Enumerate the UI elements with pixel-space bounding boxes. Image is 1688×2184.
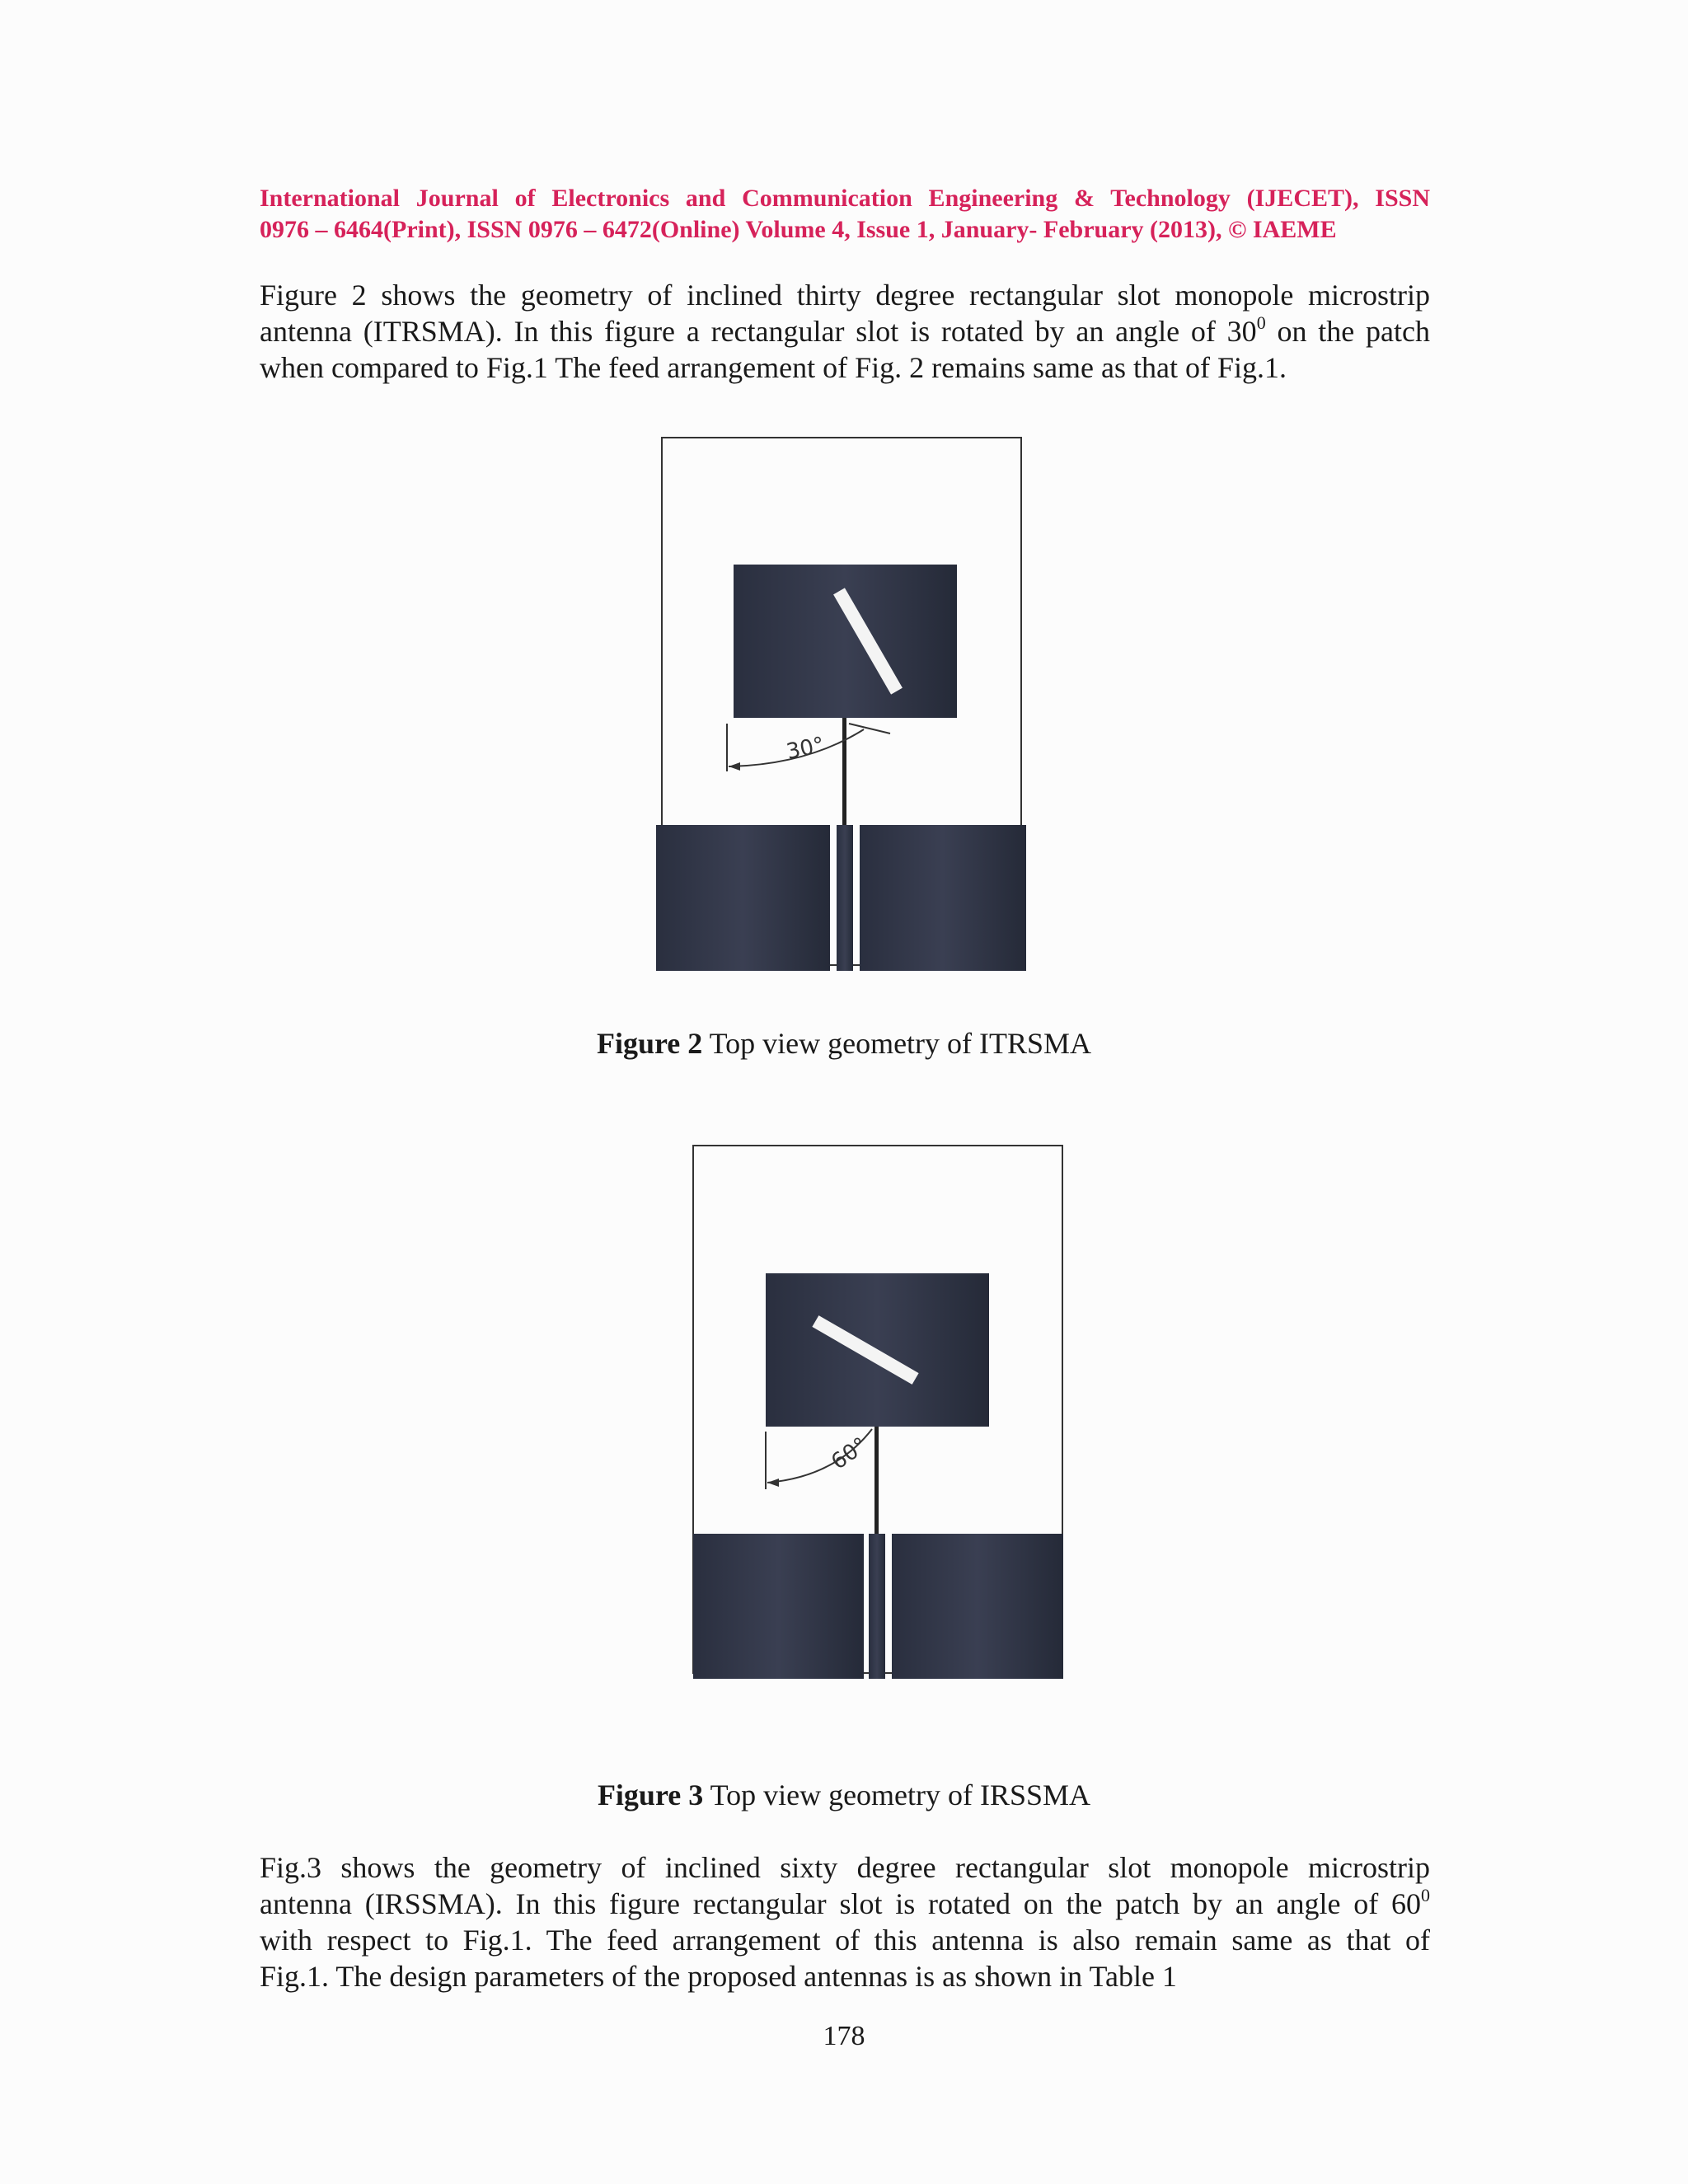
para2-line-2: antenna (IRSSMA). In this figure rectangular slot is rotated on the patch by an angle of $60^0$ xyxy=(260,1885,1430,1920)
angle-label-30: 30° xyxy=(784,732,827,765)
feed-line xyxy=(874,1427,879,1534)
figure-2-caption-text: Top view geometry of ITRSMA xyxy=(702,1027,1092,1060)
figure-3-caption xyxy=(0,1777,1688,1813)
ground-plane-right xyxy=(892,1534,1063,1679)
radiating-patch xyxy=(734,565,957,718)
paragraph-figure-2-description xyxy=(260,277,1430,386)
figure-2-antenna-diagram xyxy=(651,435,1030,971)
para1-line-3: when compared to Fig.1 The feed arrangement of Fig. 2 remains same as that of Fig.1. xyxy=(260,351,1287,384)
figure-3-caption-text: Top view geometry of IRSSMA xyxy=(703,1779,1091,1811)
para2-line-3: with respect to Fig.1. The feed arrangement of this antenna is also remain same as that of xyxy=(260,1924,1430,1957)
para2-line-4: Fig.1. The design parameters of the proposed antennas is as shown in Table 1 xyxy=(260,1960,1177,1993)
journal-header-line-2: 0976 – 6464(Print), ISSN 0976 – 6472(Online) Volume 4, Issue 1, January- February (2013), © IAEME xyxy=(260,216,1337,243)
figure-3-caption-label: Figure 3 xyxy=(597,1779,704,1811)
ground-plane-right xyxy=(860,825,1026,971)
feed-strip xyxy=(837,825,853,971)
superscript: 0 xyxy=(1421,1885,1430,1905)
journal-header-line-1: International Journal of Electronics and Communication Engineering & Technology (IJECET), ISSN xyxy=(260,185,1430,212)
page-number: 178 xyxy=(823,2021,865,2051)
figure-2-caption-label: Figure 2 xyxy=(596,1027,703,1060)
superscript: 0 xyxy=(1256,312,1266,333)
paragraph-figure-3-description xyxy=(260,1849,1430,1994)
journal-header xyxy=(260,183,1430,246)
angle-label-60: 60° xyxy=(827,1432,873,1475)
ground-plane-left xyxy=(693,1534,864,1679)
feed-strip xyxy=(869,1534,885,1679)
feed-line xyxy=(842,718,846,825)
figure-2-caption xyxy=(0,1025,1688,1062)
ground-plane-left xyxy=(656,825,830,971)
para1-line-1: Figure 2 shows the geometry of inclined thirty degree rectangular slot monopole microstrip xyxy=(260,279,1430,312)
figure-3-antenna-diagram xyxy=(687,1143,1066,1679)
para2-line-1: Fig.3 shows the geometry of inclined sixty degree rectangular slot monopole microstrip xyxy=(260,1851,1430,1884)
para1-line-2: antenna (ITRSMA). In this figure a rectangular slot is rotated by an angle of $30^0$ on the patch xyxy=(260,312,1430,348)
